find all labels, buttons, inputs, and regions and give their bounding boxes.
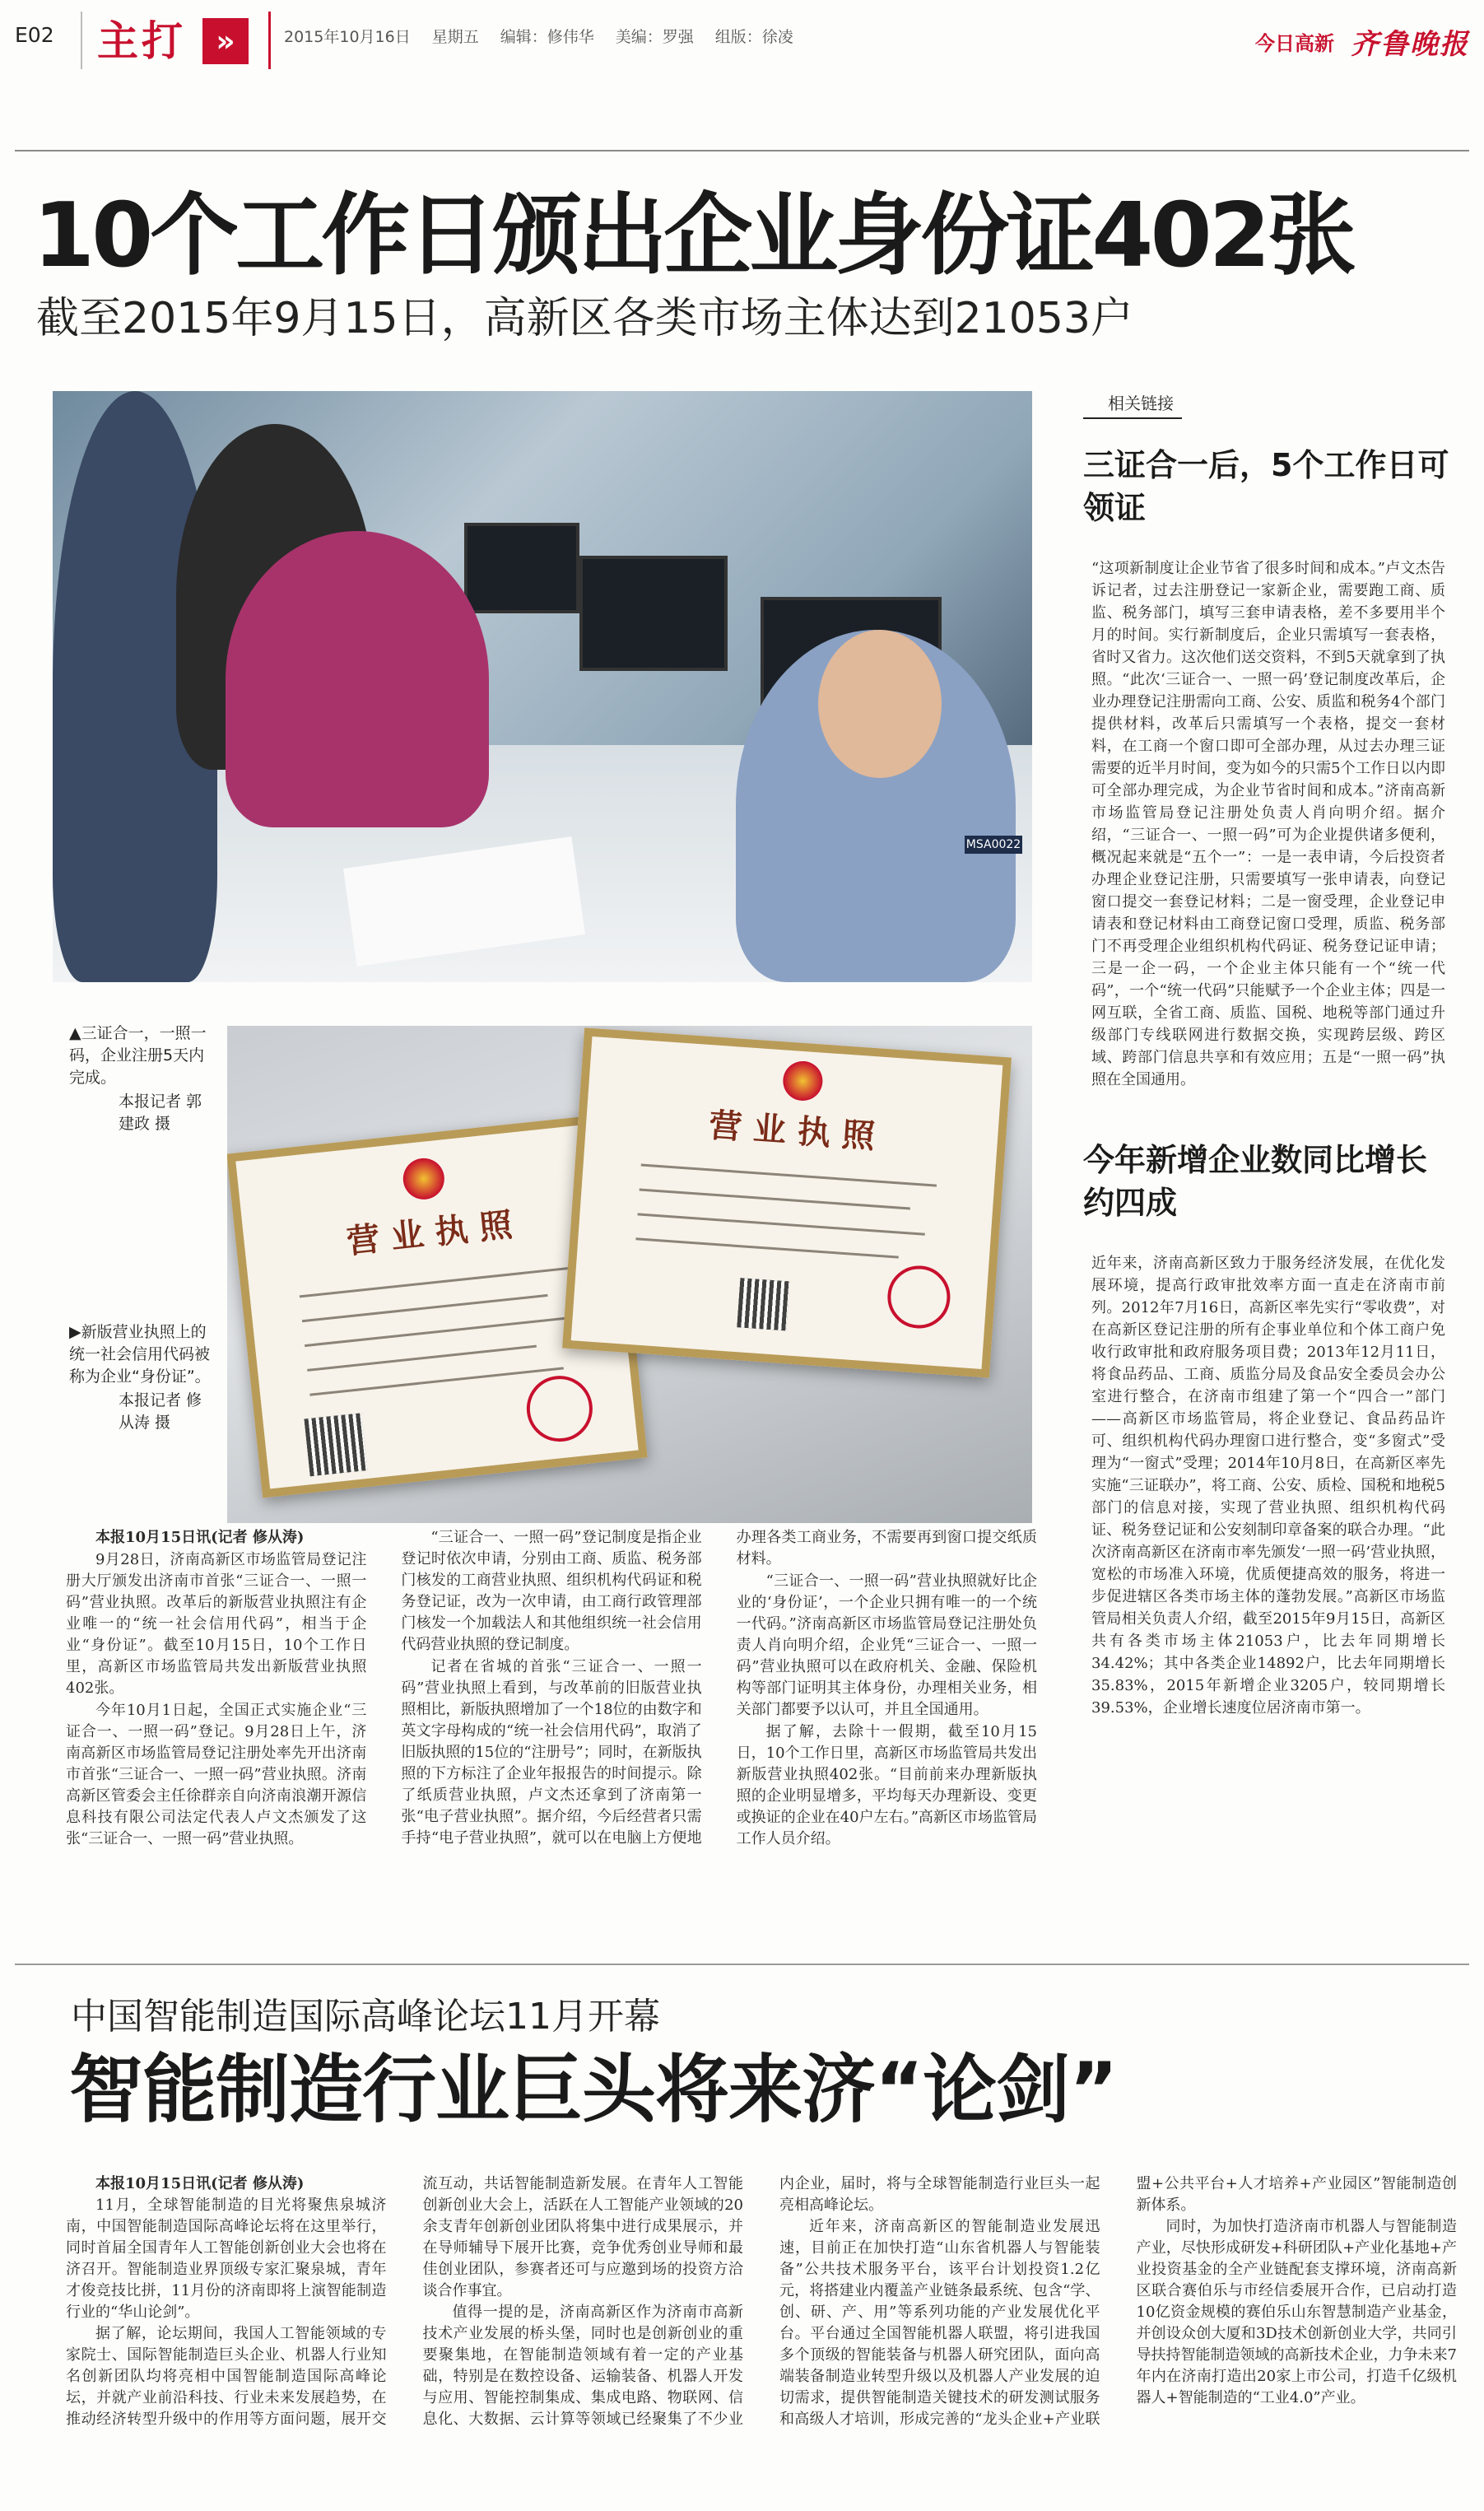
license-certificate-back: [562, 1027, 1012, 1377]
issue-date: 2015年10月16日: [284, 28, 411, 46]
article1-body: [66, 1527, 1037, 1926]
article2-paragraph: 据了解，论坛期间，我国人工智能领域的专家院士、国际智能制造巨头企业、机器人行业知名创新团队均将亮相中国智能制造国际高峰论坛，并就产业前沿科技、行业未来发展趋势，在推动经济转型升级中的作用等方面问题，展开交流互动，共话智能制造新发展。在青年人工智能创新创业大会上，活跃在人工智能产业领域的20余支青年创新创业团队将集中进行成果展示，并在导师辅导下展开比赛，竞争优秀创业导师和最佳创业团队，参赛者还可与应邀到场的投资方洽谈合作事宜。: [66, 2175, 743, 2428]
monitor: [464, 523, 579, 613]
sidebar-text-2: 近年来，济南高新区致力于服务经济发展，在优化发展环境，提高行政审批效率方面一直走在济南市前列。2012年7月16日，高新区率先实行“零收费”，对在高新区登记注册的所有企事业单位和个体工商户免收行政审批和政府服务项目费；2013年12月11日，将食品药品、工商、质监分局及食品安全委员会办公室进行整合，在济南市组建了第一个“四合一”部门——高新区市场监管局，将企业登记、食品药品许可、组织机构代码办理窗口进行整合，变“多窗式”受理为“一窗式”受理；2014年10月8日，在高新区率先实施“三证联办”，将工商、公安、质检、国税和地税5部门的信息对接，实现了营业执照、组织机构代码证、税务登记证和公安刻制印章备案的联合办理。“此次济南高新区在济南市率先颁发‘一照一码’营业执照，宽松的市场准入环境，优质便捷高效的服务，将进一步促进辖区各类市场主体的蓬勃发展。”高新区市场监管局相关负责人介绍，截至2015年9月15日，高新区共有各类市场主体21053户，比去年同期增长34.42%；其中各类企业14892户，比去年同期增长35.83%，2015年新增企业3205户，较同期增长39.53%，企业增长速度位居济南市第一。: [1091, 1255, 1445, 1717]
red-seal-icon: [523, 1372, 596, 1445]
license-line: [637, 1213, 924, 1235]
main-subheadline: 截至2015年9月15日，高新区各类市场主体达到21053户: [36, 294, 1134, 343]
photo-registration-hall: [53, 391, 1032, 982]
double-chevron-right-icon: »: [202, 18, 249, 64]
page-number: E02: [15, 12, 82, 69]
article1-paragraph: 9月28日，济南高新区市场监管局登记注册大厅颁发出济南市首张“三证合一、一照一码”营业执照。改革后的新版营业执照注有企业唯一的“统一社会信用代码”，相当于企业“身份证”。截至10月15日，10个工作日里，高新区市场监管局共发出新版营业执照402张。: [66, 1551, 367, 1697]
header-divider: [268, 12, 271, 69]
sidebar-heading-2: 今年新增企业数同比增长约四成: [1083, 1142, 1428, 1221]
article2-kicker: 中国智能制造国际高峰论坛11月开幕: [71, 1996, 660, 2038]
article2-dateline: 本报10月15日讯(记者 修从涛): [95, 2175, 305, 2192]
article1-dateline: 本报10月15日讯(记者 修从涛): [95, 1529, 305, 1546]
person-applicant-sweater: [226, 531, 489, 827]
license-line: [640, 1188, 910, 1209]
photo1-caption: [69, 1023, 214, 1135]
column-label: 今日高新: [1255, 32, 1334, 55]
license-line: [302, 1294, 548, 1322]
qr-code-icon: [737, 1278, 789, 1330]
header-rule: [15, 150, 1469, 151]
editor: 编辑：修伟华: [500, 28, 594, 46]
license-title-back: 营 业 执 照: [707, 1106, 877, 1157]
clerk-face: [818, 630, 942, 778]
license-line: [641, 1164, 937, 1187]
photo-business-licenses: [227, 1026, 1032, 1523]
license-line: [635, 1237, 898, 1258]
national-emblem-icon: [401, 1156, 446, 1201]
section-title: 主打: [97, 17, 186, 65]
article2-paragraph: 近年来，济南高新区的智能制造业发展迅速，目前正在加快打造“山东省机器人与智能装备”公共技术服务平台，该平台计划投资1.2亿元，将搭建业内覆盖产业链条最系统、包含“学、创、研、产、用”等系列功能的产业发展优化平台。平台通过全国智能机器人联盟，将引进我国多个顶级的智能装备与机器人研究团队，面向高端装备制造业转型升级以及机器人产业发展的迫切需求，提供智能制造关键技术的研发测试服务和高级人才培训，形成完善的“龙头企业+产业联盟+公共平台+人才培养+产业园区”智能制造创新体系。: [779, 2175, 1457, 2428]
national-emblem-icon: [782, 1060, 824, 1102]
issue-weekday: 星期五: [431, 28, 479, 46]
license-line: [300, 1267, 570, 1297]
photo2-caption-text: ▶新版营业执照上的统一社会信用代码被称为企业“身份证”。: [69, 1323, 211, 1386]
article-separator: [15, 1964, 1469, 1965]
red-seal-icon: [886, 1264, 952, 1330]
article2-body: [66, 2173, 1457, 2495]
license-line: [307, 1345, 537, 1372]
article2-headline: 智能制造行业巨头将来济“论剑”: [69, 2047, 1118, 2133]
page-header: [15, 12, 1469, 77]
main-headline: 10个工作日颁出企业身份证402张: [33, 184, 1353, 287]
license-line: [305, 1317, 567, 1347]
article1-paragraph: 记者在省城的首张“三证合一、一照一码”营业执照上看到，与改革前的旧版营业执照相比，新版执照增加了一个18位的由数字和英文字母构成的“统一社会信用代码”，取消了旧版执照的15位的“注册号”；同时，在新版执照的下方标注了企业年报报告的时间提示。除了纸质营业执照，卢文杰还拿到了济南第一张“电子营业执照”。据介绍，今后经营者只需手持“电子营业执照”，就可以在电脑上方便地办理各类工商业务，不需要再到窗口提交纸质材料。: [401, 1529, 1037, 1847]
article2-paragraph: 11月，全球智能制造的目光将聚焦泉城济南，中国智能制造国际高峰论坛将在这里举行，同时首届全国青年人工智能创新创业大会也将在济召开。智能制造业界顶级专家汇聚泉城，青年才俊竞技比拼，11月份的济南即将上演智能制造行业的“华山论剑”。: [66, 2197, 387, 2321]
qr-code-icon: [305, 1413, 368, 1476]
layout-editor: 组版：徐凌: [714, 28, 793, 46]
article1-paragraph: “三证合一、一照一码”营业执照就好比企业的‘身份证’，一个企业只拥有唯一的一个统一代码。”济南高新区市场监管局登记注册处负责人肖向明介绍，企业凭“三证合一、一照一码”营业执照可以在政府机关、金融、保险机构等部门证明其主体身份，办理相关业务，相关部门都要予以认可，并且全国通用。: [736, 1572, 1037, 1718]
sidebar-heading-1: 三证合一后，5个工作日可领证: [1083, 447, 1449, 526]
related-sidebar: [1083, 389, 1454, 1719]
newspaper-logo: 齐鲁晚报: [1351, 28, 1469, 61]
article2-paragraph: 值得一提的是，济南高新区作为济南市高新技术产业发展的桥头堡，同时也是创新创业的重要聚集地，在智能制造领域有着一定的产业基础，特别是在数控设备、运输装备、机器人开发与应用、智能控制集成、集成电路、物联网、信息化、大数据、云计算等领域已经聚集了不少业内企业，届时，将与全球智能制造行业巨头一起亮相高峰论坛。: [422, 2175, 1100, 2428]
article1-paragraph: 据了解，去除十一假期，截至10月15日，10个工作日里，高新区市场监管局共发出新版营业执照402张。“目前前来办理新版执照的企业明显增多，平均每天办理新设、变更或换证的企业在40户左右。”高新区市场监管局工作人员介绍。: [736, 1723, 1037, 1847]
photo1-credit: 本报记者 郭建政 摄: [119, 1092, 202, 1133]
monitor: [579, 556, 728, 671]
license-line: [309, 1367, 564, 1395]
photo2-credit: 本报记者 修从涛 摄: [119, 1391, 202, 1432]
sidebar-text-1: “这项新制度让企业节省了很多时间和成本。”卢文杰告诉记者，过去注册登记一家新企业，需要跑工商、质监、税务部门，填写三套申请表格，差不多要用半个月的时间。实行新制度后，企业只需填写一套表格，省时又省力。这次他们送交资料，不到5天就拿到了执照。“此次‘三证合一、一照一码’登记制度改革后，企业办理登记注册需向工商、公安、质监和税务4个部门提供材料，改革后只需填写一个表格，提交一套材料，在工商一个窗口即可全部办理，从过去办理三证需要的近半月时间，变为如今的只需5个工作日以内即可全部办理完成，为企业节省时间和成本。”济南高新市场监管局登记注册处负责人肖向明介绍。据介绍，“三证合一、一照一码”可为企业提供诸多便利，概况起来就是“五个一”：一是一表申请，今后投资者办理企业登记注册，只需要填写一张申请表，向登记窗口提交一套登记材料；二是一窗受理，企业登记申请表和登记材料由工商登记窗口受理，质监、税务部门不再受理企业组织机构代码证、税务登记证申请；三是一企一码，一个企业主体只能有一个“统一代码”，一个“统一代码”只能赋予一个企业主体；四是一网互联，全省工商、质监、国税、地税等部门通过升级部门专线联网进行数据交换，实现跨层级、跨区域、跨部门信息共享和有效应用；五是“一照一码”执照在全国通用。: [1091, 560, 1445, 1088]
article1-paragraph: “三证合一、一照一码”登记制度是指企业登记时依次申请，分别由工商、质监、税务部门核发的工商营业执照、组织机构代码证和税务登记证，改为一次申请，由工商行政管理部门核发一个加载法人和其他组织统一社会信用代码营业执照的登记制度。: [401, 1529, 702, 1653]
issue-meta: [284, 12, 793, 47]
license-title-front: 营 业 执 照: [344, 1205, 514, 1261]
related-links-tag: 相关链接: [1083, 389, 1182, 419]
article1-paragraph: 今年10月1日起，全国正式实施企业“三证合一、一照一码”登记。9月28日上午，济南高新区市场监管局登记注册处率先开出济南市首张“三证合一、一照一码”营业执照。济南高新区管委会主任徐群亲自向济南浪潮开源信息科技有限公司法定代表人卢文杰颁发了这张“三证合一、一照一码”营业执照。: [66, 1702, 367, 1847]
article2-paragraph: 同时，为加快打造济南市机器人与智能制造产业，尽快形成研发+科研团队+产业化基地+产业投资基金的全产业链配套支撑环境，济南高新区联合赛伯乐与市经信委展开合作，已启动打造10亿资金规模的赛伯乐山东智慧制造产业基金，并创设众创大厦和3D技术创新创业大学，共同引导扶持智能制造领域的高新技术企业，力争未来7年内在济南打造出20家上市公司，打造千亿级机器人+智能制造的“工业4.0”产业。: [1136, 2218, 1457, 2406]
photo2-caption: [69, 1321, 214, 1434]
clerk-badge: MSA0022: [965, 836, 1022, 854]
art-editor: 美编：罗强: [615, 28, 694, 46]
photo1-caption-text: ▲三证合一，一照一码，企业注册5天内完成。: [69, 1024, 207, 1087]
